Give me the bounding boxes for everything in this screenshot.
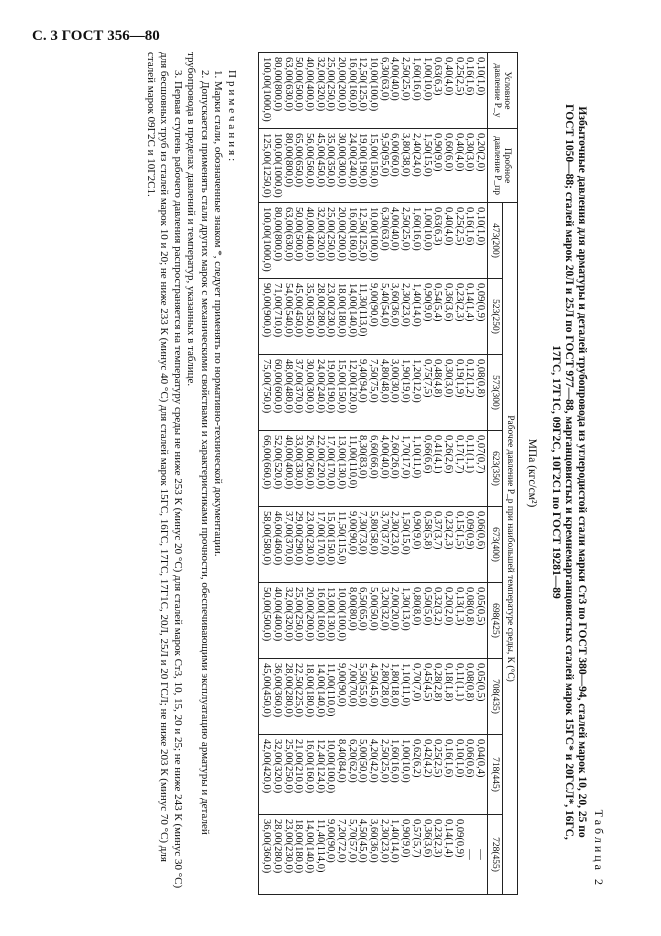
table-cell: 11,50(115,0)	[336, 511, 348, 565]
table-cell: 25,00(250,0)	[325, 57, 337, 112]
table-cell: 8,00(80,0)	[346, 587, 358, 631]
table-cell: 40,00(400,0)	[271, 587, 283, 642]
table-cell: 0,30(3,0)	[464, 133, 476, 172]
table-cell: 0,80(8,0)	[410, 587, 422, 626]
temp-header: 728(455)	[488, 815, 503, 895]
table-cell: 35,00(350,0)	[325, 133, 337, 188]
table-cell: 11,00(110,0)	[346, 435, 358, 489]
table-cell: 0,36(3,6)	[442, 283, 454, 322]
table-cell: 1,60(16,0)	[389, 739, 401, 783]
table-cell: 0,58(5,8)	[421, 511, 433, 550]
table-cell: 0,23(2,3)	[442, 511, 454, 550]
table-cell: 66,00(660,0)	[261, 435, 273, 490]
table-cell: 0,90(9,0)	[410, 511, 422, 550]
table-column	[258, 129, 487, 203]
table-cell: 0,50(5,0)	[421, 587, 433, 626]
table-cell: 9,00(90,0)	[325, 819, 337, 863]
table-cell: 0,18(1,8)	[442, 663, 454, 702]
table-cell: 21,00(210,0)	[293, 739, 305, 794]
table-cell: 36,00(360,0)	[271, 663, 283, 718]
col-header-nominal: Условное давление P_у	[488, 53, 518, 129]
table-cell: 9,00(90,0)	[346, 511, 358, 555]
table-cell: 9,50(95,0)	[378, 133, 390, 177]
table-cell: 13,00(130,0)	[325, 587, 337, 642]
table-cell: 32,00(320,0)	[314, 207, 326, 262]
table-cell: 0,32(3,2)	[432, 587, 444, 626]
table-cell: 63,00(630,0)	[282, 207, 294, 262]
table-cell: 2,80(28,0)	[378, 663, 390, 707]
table-cell: 1,00(10,0)	[400, 739, 412, 783]
table-cell: 0,28(2,8)	[432, 663, 444, 702]
table-cell: 0,90(9,0)	[421, 283, 433, 322]
table-cell: 30,00(300,0)	[304, 359, 315, 414]
table-cell: 0,63(6,3)	[432, 207, 444, 246]
table-cell: 5,80(58,0)	[368, 511, 380, 555]
table-cell: 0,23(2,3)	[453, 283, 465, 322]
table-cell: 33,00(330,0)	[293, 435, 305, 490]
note-3: 3. Первая ступень рабочего давления распространяется на температуру среды не ниже 253 К (минус 20 °С) для сталей марок Ст3, 10, 15, 20 и 25; не ниже 243 К (минус 30 °С) для бесшовных труб из сталей марок 10 и 20; не ниже 233 К (минус 40 °С) для сталей марок 15ГС, 16ГС, 17ГС, 17Г1С, 20Л, 25Л и 20 ГСЛ; не ниже 203 К (минус 70 °С) для сталей марок 09Г2С и 10Г2С1.	[145, 52, 184, 889]
table-cell: 0,40(4,0)	[453, 133, 465, 172]
table-cell: 1,50(15,0)	[400, 511, 412, 555]
table-cell: 0,05(0,5)	[475, 587, 486, 626]
table-cell: 5,50(55,0)	[357, 663, 369, 707]
table-cell: 0,90(9,0)	[400, 819, 412, 858]
table-cell: 0,25(2,5)	[453, 207, 465, 246]
table-cell: 2,30(23,0)	[400, 283, 412, 327]
table-cell: 125,00(1250,0)	[261, 133, 273, 198]
table-cell: 0,10(1,0)	[475, 207, 486, 246]
table-cell: 0,12(1,2)	[464, 359, 476, 398]
table-cell: 0,75(7,5)	[421, 359, 433, 398]
table-cell: 4,50(45,0)	[357, 819, 369, 863]
table-cell: 28,00(280,0)	[282, 663, 294, 718]
table-cell: 7,50(75,0)	[368, 359, 380, 403]
table-cell: 4,00(40,0)	[389, 207, 401, 251]
table-cell: 12,50(125,0)	[357, 57, 369, 112]
table-cell: 9,40(94,0)	[357, 359, 369, 403]
table-cell: 75,00(750,0)	[261, 359, 273, 414]
table-cell: 23,00(230,0)	[304, 511, 315, 566]
table-cell: 0,14(1,4)	[442, 819, 454, 858]
table-cell: 1,80(18,0)	[389, 663, 401, 707]
table-cell: —	[475, 849, 486, 860]
page-header: С. 3 ГОСТ 356—80	[32, 28, 160, 44]
table-cell: 16,00(160,0)	[346, 57, 358, 112]
table-cell: 50,00(500,0)	[293, 207, 305, 262]
table-cell: 6,20(62,0)	[346, 739, 358, 783]
table-cell: 0,09(0,9)	[475, 283, 486, 322]
temp-header: 473(200)	[488, 203, 503, 279]
table-column	[258, 53, 487, 129]
table-cell: 23,00(230,0)	[282, 819, 294, 874]
table-cell: 16,00(160,0)	[314, 587, 326, 642]
table-cell: 80,00(800,0)	[271, 57, 283, 112]
pressure-table	[258, 52, 518, 895]
table-cell: 17,00(170,0)	[325, 435, 337, 490]
temp-header: 708(435)	[488, 659, 503, 735]
table-cell: 28,00(280,0)	[314, 283, 326, 338]
group-header-working: Рабочее давление P_р при наибольшей температуре среды, К (°С)	[503, 203, 518, 895]
table-cell: 0,57(5,7)	[410, 819, 422, 858]
table-cell: 0,42(4,2)	[421, 739, 433, 778]
table-cell: 1,00(10,0)	[421, 57, 433, 101]
table-cell: 2,30(23,0)	[378, 819, 390, 863]
table-cell: 3,20(32,0)	[378, 587, 390, 631]
table-cell: 1,50(15,0)	[421, 133, 433, 177]
table-cell: 0,66(6,6)	[421, 435, 433, 474]
table-cell: 0,19(1,9)	[453, 359, 465, 398]
table-cell: 80,00(800,0)	[282, 133, 294, 188]
table-cell: 0,08(0,8)	[475, 359, 486, 398]
table-cell: 6,50(65,0)	[357, 587, 369, 631]
table-cell: 5,70(57,0)	[346, 819, 358, 863]
table-cell: 6,30(63,0)	[378, 207, 390, 251]
notes-title: Примечания:	[226, 70, 238, 165]
table-cell: 5,40(54,0)	[378, 283, 390, 327]
table-cell: 0,48(4,8)	[432, 359, 444, 398]
table-cell: 25,00(250,0)	[325, 207, 337, 262]
table-cell: 16,00(160,0)	[304, 739, 315, 794]
table-cell: 18,00(180,0)	[336, 283, 348, 338]
table-cell: 28,00(280,0)	[271, 819, 283, 874]
table-cell: 32,00(320,0)	[282, 587, 294, 642]
table-cell: 50,00(500,0)	[293, 57, 305, 112]
table-cell: 1,60(16,0)	[410, 207, 422, 251]
table-cell: 15,00(150,0)	[325, 511, 337, 566]
table-cell: 1,10(11,0)	[400, 663, 412, 707]
temp-header: 673(400)	[488, 507, 503, 583]
table-cell: 36,00(360,0)	[261, 819, 273, 874]
table-cell: 45,00(450,0)	[261, 663, 273, 718]
table-cell: 1,90(19,0)	[400, 359, 412, 403]
table-cell: 0,62(6,2)	[410, 739, 422, 778]
table-cell: 0,05(0,5)	[475, 663, 486, 702]
table-cell: 0,23(2,3)	[432, 819, 444, 858]
table-cell: 0,06(0,6)	[475, 511, 486, 550]
table-cell: 12,50(125,0)	[357, 207, 369, 262]
table-cell: 10,00(100,0)	[336, 587, 348, 642]
table-cell: 19,00(190,0)	[357, 133, 369, 188]
table-cell: 60,00(600,0)	[271, 359, 283, 414]
table-cell: 8,30(83,0)	[357, 435, 369, 479]
table-cell: 0,08(0,8)	[464, 663, 476, 702]
table-cell: 0,40(4,0)	[442, 57, 454, 96]
table-cell: 0,08(0,8)	[464, 587, 476, 626]
table-cell: 25,00(250,0)	[293, 587, 305, 642]
table-column	[258, 583, 487, 659]
table-cell: 7,20(72,0)	[336, 819, 348, 863]
table-cell: 25,00(250,0)	[282, 739, 294, 794]
table-cell: 3,00(30,0)	[389, 359, 401, 403]
table-cell: 0,26(2,6)	[442, 435, 454, 474]
table-column	[258, 507, 487, 583]
table-cell: 0,30(3,0)	[442, 359, 454, 398]
table-cell: 3,80(38,0)	[400, 133, 412, 177]
table-cell: 20,00(200,0)	[336, 57, 348, 112]
table-cell: 0,45(4,5)	[421, 663, 433, 702]
table-cell: 14,00(140,0)	[314, 663, 326, 718]
table-cell: 2,00(20,0)	[389, 587, 401, 631]
table-cell: 12,40(124,0)	[314, 739, 326, 794]
note-1: 1. Марки стали, обозначенные знаком *, следует применять по нормативно-технической документации.	[212, 70, 225, 557]
table-column	[258, 203, 487, 279]
table-cell: 4,80(48,0)	[378, 359, 390, 403]
notes	[144, 52, 239, 894]
table-cell: 46,00(460,0)	[271, 511, 283, 566]
table-cell: 45,00(450,0)	[293, 283, 305, 338]
table-column	[258, 815, 487, 895]
table-cell: 19,00(190,0)	[325, 359, 337, 414]
table-cell: 32,00(320,0)	[271, 739, 283, 794]
table-cell: 14,00(140,0)	[346, 283, 358, 338]
table-number: Таблица 2	[592, 809, 606, 888]
table-cell: 58,00(580,0)	[261, 511, 273, 566]
table-cell: 30,00(300,0)	[336, 133, 348, 188]
table-cell: 40,00(400,0)	[304, 57, 315, 112]
table-cell: 3,60(36,0)	[389, 283, 401, 327]
temp-header: 623(350)	[488, 431, 503, 507]
table-cell: 0,14(1,4)	[464, 283, 476, 322]
table-cell: 0,04(0,4)	[475, 739, 486, 778]
table-cell: 2,50(25,0)	[400, 207, 412, 251]
table-cell: 0,20(2,0)	[442, 587, 454, 626]
table-cell: 4,00(40,0)	[378, 435, 390, 479]
table-cell: 0,54(5,4)	[432, 283, 444, 322]
table-column	[258, 279, 487, 355]
table-cell: 52,00(520,0)	[271, 435, 283, 490]
table-cell: 63,00(630,0)	[282, 57, 294, 112]
table-cell: 35,00(350,0)	[304, 283, 315, 338]
table-cell: 0,70(7,0)	[410, 663, 422, 702]
temp-header: 523(250)	[488, 279, 503, 355]
table-cell: 0,16(1,6)	[442, 739, 454, 778]
table-cell: 2,60(26,0)	[389, 435, 401, 479]
table-cell: 3,60(36,0)	[368, 819, 380, 863]
table-cell: 80,00(800,0)	[271, 207, 283, 262]
table-cell: 2,50(25,0)	[400, 57, 412, 101]
table-cell: 71,00(710,0)	[271, 283, 283, 338]
table-cell: 2,40(24,0)	[410, 133, 422, 177]
table-cell: 1,70(17,0)	[400, 435, 412, 479]
table-cell: 22,00(220,0)	[314, 435, 326, 490]
table-cell: 11,30(113,0)	[357, 283, 369, 337]
table-cell: 54,00(540,0)	[282, 283, 294, 338]
table-cell: 15,00(150,0)	[336, 359, 348, 414]
table-cell: 6,30(63,0)	[378, 57, 390, 101]
table-cell: 40,00(400,0)	[304, 207, 315, 262]
table-cell: 0,07(0,7)	[475, 435, 486, 474]
table-cell: 40,00(400,0)	[282, 435, 294, 490]
table-cell: 15,00(150,0)	[368, 133, 380, 188]
table-cell: 22,50(225,0)	[293, 663, 305, 718]
table-cell: 4,00(40,0)	[389, 57, 401, 101]
table-cell: 100,00(1000,0)	[261, 57, 273, 122]
table-cell: 10,00(100,0)	[368, 207, 380, 262]
table-cell: 13,00(130,0)	[336, 435, 348, 490]
table-cell: 24,00(240,0)	[314, 359, 326, 414]
table-cell: 0,11(1,1)	[453, 663, 465, 702]
col-header-test: Пробное давление P_пр	[488, 129, 518, 203]
table-cell: 37,00(370,0)	[293, 359, 305, 414]
table-cell: 12,00(120,0)	[346, 359, 358, 414]
table-cell: 20,00(200,0)	[336, 207, 348, 262]
temp-header: 698(425)	[488, 583, 503, 659]
table-cell: 0,16(1,6)	[464, 57, 476, 96]
table-cell: 0,25(2,5)	[432, 739, 444, 778]
table-cell: 50,00(500,0)	[261, 587, 273, 642]
table-cell: 1,10(11,0)	[410, 435, 422, 479]
table-cell: 42,00(420,0)	[261, 739, 273, 794]
table-cell: 26,00(260,0)	[304, 435, 315, 490]
table-cell: 17,00(170,0)	[314, 511, 326, 566]
table-cell: 0,60(6,0)	[442, 133, 454, 172]
table-cell: 5,00(50,0)	[357, 739, 369, 783]
table-cell: 0,63(6,3)	[432, 57, 444, 96]
table-cell: 11,40(114,0)	[314, 819, 326, 873]
table-cell: 24,00(240,0)	[346, 133, 358, 188]
table-cell: 3,70(37,0)	[378, 511, 390, 555]
table-cell: 5,00(50,0)	[368, 587, 380, 631]
table-cell: 23,00(230,0)	[325, 283, 337, 338]
table-cell: 0,10(1,0)	[453, 739, 465, 778]
table-cell: 6,60(66,0)	[368, 435, 380, 479]
table-cell: 0,06(0,6)	[464, 739, 476, 778]
table-cell: 6,00(60,0)	[389, 133, 401, 177]
table-cell: 0,10(1,0)	[475, 57, 486, 96]
table-cell: 9,00(90,0)	[336, 663, 348, 707]
table-cell: 1,30(13,0)	[400, 587, 412, 631]
table-cell: 0,09(0,9)	[453, 819, 465, 858]
table-cell: 1,40(14,0)	[389, 819, 401, 863]
table-cell: 20,00(200,0)	[304, 587, 315, 642]
table-cell: 7,30(73,0)	[357, 511, 369, 555]
table-cell: 1,60(16,0)	[410, 57, 422, 101]
table-cell: 0,90(9,0)	[432, 133, 444, 172]
table-cell: 1,00(10,0)	[421, 207, 433, 251]
table-cell: 0,36(3,6)	[421, 819, 433, 858]
table-cell: 0,11(1,1)	[464, 435, 476, 474]
table-cell: 1,40(14,0)	[410, 283, 422, 327]
table-column	[258, 431, 487, 507]
table-cell: 0,13(1,3)	[453, 587, 465, 626]
table-cell: 65,00(650,0)	[293, 133, 305, 188]
table-column	[258, 355, 487, 431]
table-cell: 100,00(1000,0)	[271, 133, 283, 198]
table-cell: 90,00(900,0)	[261, 283, 273, 338]
table-cell: —	[464, 849, 476, 860]
table-cell: 56,00(560,0)	[304, 133, 315, 188]
table-cell: 45,00(450,0)	[314, 133, 326, 188]
note-2: 2. Допускается применять стали других марок с механическими свойствами и характеристиками прочности, обеспечивающими эксплуатацию арматуры и деталей трубопровода в пределах давлений и температур, указанных в таблице.	[185, 52, 211, 835]
table-cell: 1,20(12,0)	[410, 359, 422, 403]
table-cell: 0,16(1,6)	[464, 207, 476, 246]
table-cell: 16,00(160,0)	[346, 207, 358, 262]
table-cell: 32,00(320,0)	[314, 57, 326, 112]
table-row	[258, 53, 487, 895]
table-cell: 37,00(370,0)	[282, 511, 294, 566]
table-cell: 2,30(23,0)	[389, 511, 401, 555]
table-cell: 29,00(290,0)	[293, 511, 305, 566]
table-cell: 4,20(42,0)	[368, 739, 380, 783]
table-cell: 0,20(2,0)	[475, 133, 486, 172]
table-cell: 2,50(25,0)	[378, 739, 390, 783]
table-cell: 14,00(140,0)	[304, 819, 315, 874]
table-cell: 18,00(180,0)	[304, 663, 315, 718]
table-cell: 48,00(480,0)	[282, 359, 294, 414]
table-cell: 0,37(3,7)	[432, 511, 444, 550]
table-cell: 11,00(110,0)	[325, 663, 337, 717]
table-cell: 4,50(45,0)	[368, 663, 380, 707]
table-cell: 7,00(70,0)	[346, 663, 358, 707]
table-cell: 10,00(100,0)	[325, 739, 337, 794]
table-cell: 8,40(84,0)	[336, 739, 348, 783]
table-cell: 9,00(90,0)	[368, 283, 380, 327]
temp-header: 573(300)	[488, 355, 503, 431]
table-cell: 0,25(2,5)	[453, 57, 465, 96]
table-caption: Избыточные давления для арматуры и деталей трубопровода из углеродистой стали марки Ст3 по ГОСТ 380—94, сталей марок 10, 20, 25 по ГОСТ 1050—88; сталей марок 20Л и 25Л по ГОСТ 977—88, марганцовистых и кремнемарганцовистых сталей марок 15ГС* и 20ГСЛ*, 16ГС, 17ГС, 17Г1С, 09Г2С, 10Г2С1 по ГОСТ 19281—89	[550, 104, 588, 840]
table-cell: 18,00(180,0)	[293, 819, 305, 874]
unit-label: МПа (кгс/см²)	[526, 438, 538, 508]
table-cell: 100,00(1000,0)	[261, 207, 273, 272]
table-cell: 0,40(4,0)	[442, 207, 454, 246]
table-cell: 0,41(4,1)	[432, 435, 444, 474]
temp-header: 718(445)	[488, 735, 503, 815]
table-cell: 0,15(1,5)	[453, 511, 465, 550]
table-cell: 10,00(100,0)	[368, 57, 380, 112]
table-column	[258, 659, 487, 735]
rotated-page-content	[50, 52, 610, 894]
table-cell: 0,09(0,9)	[464, 511, 476, 550]
table-cell: 0,17(1,7)	[453, 435, 465, 474]
table-column	[258, 735, 487, 815]
